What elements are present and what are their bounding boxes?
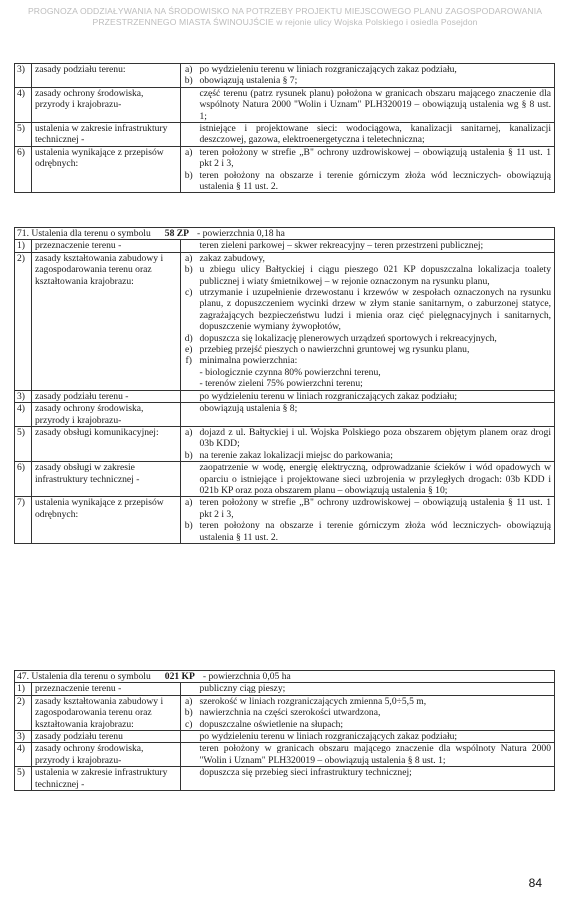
table-row	[15, 426, 555, 449]
item-text: obowiązują ustalenia § 8;	[197, 403, 555, 427]
row-number: 2)	[15, 695, 32, 730]
table-ustalenia-021-kp	[14, 670, 555, 791]
row-label: ustalenia wynikające z przepisów odrębnych:	[32, 497, 181, 544]
row-number: 4)	[15, 403, 32, 427]
item-letter: d)	[181, 333, 197, 344]
item-letter	[181, 87, 197, 122]
item-letter: a)	[181, 497, 197, 520]
header-line-1: PROGNOZA ODDZIAŁYWANIA NA ŚRODOWISKO NA POTRZEBY PROJEKTU MIEJSCOWEGO PLANU ZAGOSPODAROWANIA	[27, 6, 543, 16]
row-number: 6)	[15, 462, 32, 497]
table-row	[15, 390, 555, 402]
row-label: zasady podziału terenu:	[32, 64, 181, 88]
row-label: zasady ochrony środowiska, przyrody i krajobrazu-	[32, 87, 181, 122]
item-letter: b)	[181, 75, 197, 87]
item-letter: e)	[181, 344, 197, 355]
item-text: minimalna powierzchnia:	[197, 355, 555, 366]
item-text: zakaz zabudowy,	[197, 252, 555, 264]
table-row	[15, 497, 555, 520]
table-row	[15, 123, 555, 147]
item-text: publiczny ciąg pieszy;	[197, 683, 555, 695]
item-letter: a)	[181, 695, 197, 707]
item-letter	[181, 367, 197, 378]
item-text: obowiązują ustalenia § 7;	[197, 75, 555, 87]
row-number: 7)	[15, 497, 32, 544]
item-letter: c)	[181, 287, 197, 333]
item-letter	[181, 403, 197, 427]
item-text: dopuszcza się lokalizację plenerowych urządzeń sportowych i rekreacyjnych,	[197, 333, 555, 344]
item-text: na terenie zakaz lokalizacji miejsc do parkowania;	[197, 450, 555, 462]
row-number: 3)	[15, 731, 32, 743]
item-letter: b)	[181, 520, 197, 543]
title-prefix: 47. Ustalenia dla terenu o symbolu	[17, 671, 151, 682]
item-text: teren położony na obszarze i terenie górniczym złoża wód leczniczych- obowiązują ustalenia § 11 ust. 2.	[197, 520, 555, 543]
row-label: ustalenia w zakresie infrastruktury technicznej -	[32, 767, 181, 791]
item-text: dopuszcza się przebieg sieci infrastruktury technicznej;	[197, 767, 555, 791]
item-text: u zbiegu ulicy Bałtyckiej i ciągu pieszego 021 KP dopuszczalna lokalizacja toalety publicznej i wiaty śmietnikowej – w rejonie oznaczonym na rysunku planu,	[197, 264, 555, 287]
item-letter: b)	[181, 450, 197, 462]
item-letter	[181, 240, 197, 252]
item-letter: a)	[181, 252, 197, 264]
table-row	[15, 743, 555, 767]
item-text: - biologicznie czynna 80% powierzchni terenu,	[197, 367, 555, 378]
header-line-2: PRZESTRZENNEGO MIASTA ŚWINOUJŚCIE w rejonie ulicy Wojska Polskiego i osiedla Posejdon	[92, 17, 478, 27]
item-letter	[181, 123, 197, 147]
item-letter	[181, 462, 197, 497]
terrain-symbol: 021 KP	[164, 671, 195, 682]
item-text: część terenu (patrz rysunek planu) położona w granicach obszaru mającego znaczenie dla wspólnoty Natura 2000 "Wolin i Uznam" PLH320019 – obowiązują ustalenia wg § 8 ust. 1;	[197, 87, 555, 122]
table-title	[15, 671, 555, 683]
item-text: teren położony w strefie „B" ochrony uzdrowiskowej – obowiązują ustalenia § 11 ust. 1 pkt 2 i 3,	[197, 146, 555, 169]
item-text: po wydzieleniu terenu w liniach rozgraniczających zakaz podziału;	[197, 731, 555, 743]
item-text: utrzymanie i uzupełnienie drzewostanu i krzewów w zespołach oznaczonych na rysunku planu, z dopuszczeniem wycinki drzew w złym stanie sanitarnym, o zaburzonej statyce, zagrażających bezpieczeństwu ludzi i mienia oraz cięć pielęgnacyjnych i sanitarnych, dopuszczenie wymiany żywopłotów,	[197, 287, 555, 333]
item-letter: b)	[181, 264, 197, 287]
row-label: zasady kształtowania zabudowy i zagospodarowania terenu oraz kształtowania krajobrazu:	[32, 252, 181, 390]
table-title-row	[15, 228, 555, 240]
item-text: teren położony w granicach obszaru mającego znaczenie dla wspólnoty Natura 2000 "Wolin i Uznam" PLH320019 – obowiązują ustalenia § 8 ust. 1;	[197, 743, 555, 767]
row-label: zasady podziału terenu -	[32, 390, 181, 402]
row-number: 5)	[15, 767, 32, 791]
table-row	[15, 64, 555, 76]
table-row	[15, 403, 555, 427]
table-row	[15, 240, 555, 252]
item-letter	[181, 731, 197, 743]
item-text: szerokość w liniach rozgraniczających zmienna 5,0÷5,5 m,	[197, 695, 555, 707]
terrain-symbol: 58 ZP	[164, 228, 190, 239]
item-text: teren zieleni parkowej – skwer rekreacyjny – teren przestrzeni publicznej;	[197, 240, 555, 252]
row-number: 3)	[15, 390, 32, 402]
item-text: teren położony na obszarze i terenie górniczym złoża wód leczniczych- obowiązują ustalenia § 11 ust. 2.	[197, 170, 555, 193]
row-label: zasady ochrony środowiska, przyrody i krajobrazu-	[32, 743, 181, 767]
row-number: 1)	[15, 240, 32, 252]
page-number: 84	[528, 876, 542, 890]
item-text: teren położony w strefie „B" ochrony uzdrowiskowej – obowiązują ustalenia § 11 ust. 1 pkt 2 i 3,	[197, 497, 555, 520]
table-row	[15, 731, 555, 743]
table-ustalenia-58-zp	[14, 227, 555, 544]
row-number: 3)	[15, 64, 32, 88]
item-letter	[181, 767, 197, 791]
page-header	[0, 6, 570, 28]
item-letter	[181, 378, 197, 390]
terrain-area: - powierzchnia 0,05 ha	[202, 671, 291, 682]
row-label: ustalenia w zakresie infrastruktury technicznej -	[32, 123, 181, 147]
item-letter: a)	[181, 146, 197, 169]
row-label: przeznaczenie terenu -	[32, 240, 181, 252]
item-letter	[181, 743, 197, 767]
item-text: po wydzieleniu terenu w liniach rozgraniczających zakaz podziału,	[197, 64, 555, 76]
table-row	[15, 252, 555, 264]
table-row	[15, 462, 555, 497]
item-letter	[181, 683, 197, 695]
item-text: istniejące i projektowane sieci: wodociągowa, kanalizacji sanitarnej, kanalizacji deszczowej, gazowa, elektroenergetyczna i teletechniczna;	[197, 123, 555, 147]
row-number: 1)	[15, 683, 32, 695]
item-letter: f)	[181, 355, 197, 366]
item-text: dojazd z ul. Bałtyckiej i ul. Wojska Polskiego poza obszarem objętym planem oraz drogi 03b KDD;	[197, 426, 555, 449]
row-label: zasady kształtowania zabudowy i zagospodarowania terenu oraz kształtowania krajobrazu:	[32, 695, 181, 730]
item-letter: a)	[181, 426, 197, 449]
row-number: 5)	[15, 123, 32, 147]
table-title-row	[15, 671, 555, 683]
table-continued-ustalenia	[14, 63, 555, 193]
item-letter: a)	[181, 64, 197, 76]
terrain-area: - powierzchnia 0,18 ha	[197, 228, 285, 239]
table-row	[15, 695, 555, 707]
row-label: przeznaczenie terenu -	[32, 683, 181, 695]
item-text: przebieg przejść pieszych o nawierzchni gruntowej wg rysunku planu,	[197, 344, 555, 355]
row-label: ustalenia wynikające z przepisów odrębnych:	[32, 146, 181, 193]
row-number: 6)	[15, 146, 32, 193]
table-row	[15, 146, 555, 169]
item-letter: b)	[181, 170, 197, 193]
item-letter	[181, 390, 197, 402]
table-row	[15, 767, 555, 791]
row-label: zasady ochrony środowiska, przyrody i krajobrazu-	[32, 403, 181, 427]
row-number: 4)	[15, 87, 32, 122]
row-label: zasady podziału terenu	[32, 731, 181, 743]
row-label: zasady obsługi w zakresie infrastruktury technicznej -	[32, 462, 181, 497]
row-label: zasady obsługi komunikacyjnej:	[32, 426, 181, 461]
item-letter: c)	[181, 719, 197, 731]
item-text: nawierzchnia na części szerokości utwardzona,	[197, 707, 555, 718]
table-row	[15, 683, 555, 695]
item-text: po wydzieleniu terenu w liniach rozgraniczających zakaz podziału;	[197, 390, 555, 402]
row-number: 5)	[15, 426, 32, 461]
item-text: dopuszczalne oświetlenie na słupach;	[197, 719, 555, 731]
item-letter: b)	[181, 707, 197, 718]
table-row	[15, 87, 555, 122]
row-number: 4)	[15, 743, 32, 767]
row-number: 2)	[15, 252, 32, 390]
item-text: zaopatrzenie w wodę, energię elektryczną, odprowadzanie ścieków i wód opadowych w oparciu o istniejące i projektowane sieci uzbrojenia w przyległych drogach: 03b KDD i 021b KP oraz poza obszarem planu – obowiązują ustalenia § 10;	[197, 462, 555, 497]
title-prefix: 71. Ustalenia dla terenu o symbolu	[17, 228, 151, 239]
table-title	[15, 228, 555, 240]
item-text: - terenów zieleni 75% powierzchni terenu;	[197, 378, 555, 390]
